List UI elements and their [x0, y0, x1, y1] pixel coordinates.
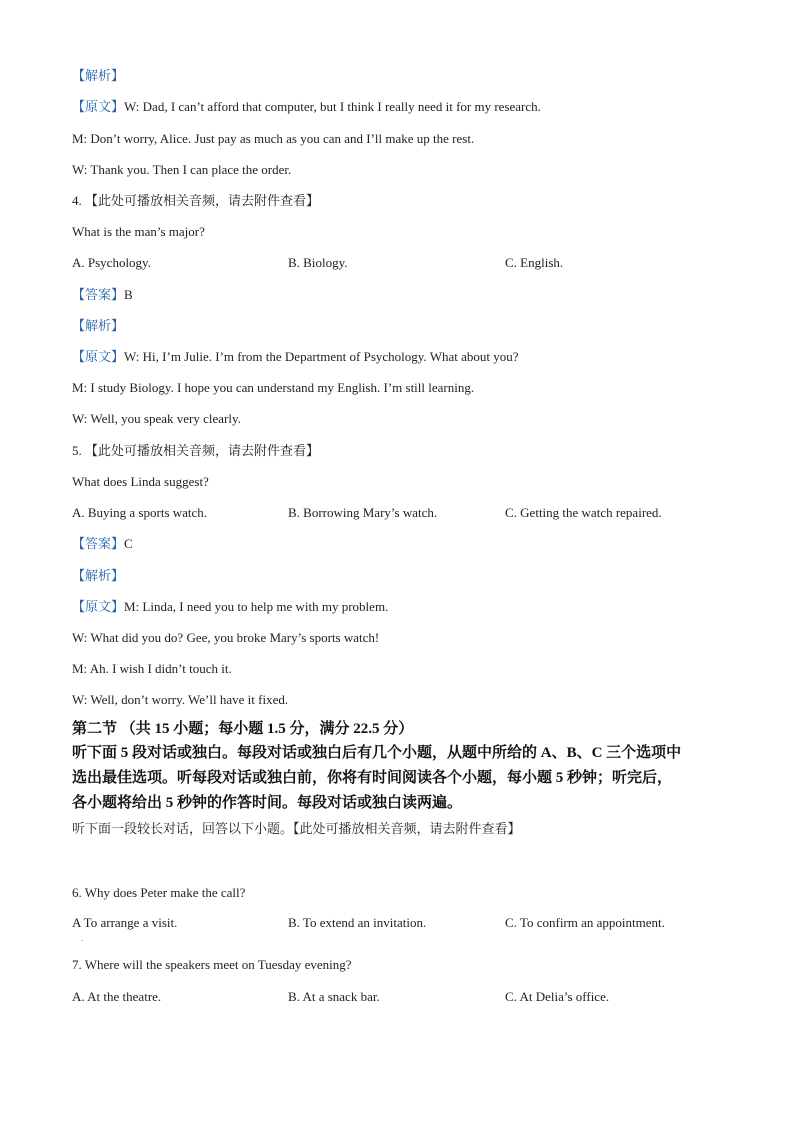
- long-dialogue-audio: 听下面一段较长对话，回答以下小题。【此处可播放相关音频，请去附件查看】: [72, 821, 521, 836]
- q4-option-b: B. Biology.: [288, 255, 348, 270]
- transcript-text: W: Dad, I can’t afford that computer, but I think I really need it for my research.: [124, 99, 541, 114]
- transcript-text: M: Linda, I need you to help me with my problem.: [124, 599, 389, 614]
- q6-option-b: B. To extend an invitation.: [288, 915, 427, 930]
- transcript-text: W: Hi, I’m Julie. I’m from the Department of Psychology. What about you?: [124, 349, 519, 364]
- dialogue-line: W: What did you do? Gee, you broke Mary’s sports watch!: [72, 630, 380, 645]
- answer-line: [72, 535, 133, 553]
- stray-dot-mark: .: [81, 934, 83, 943]
- section-title: 第二节 （共 15 小题；每小题 1.5 分，满分 22.5 分）: [72, 721, 414, 737]
- transcript-label: 【原文】: [72, 99, 125, 114]
- section-instructions: 听下面 5 段对话或独白。每段对话或独白后有几个小题，从题中所给的 A、B、C 三个选项中: [72, 745, 682, 761]
- q4-option-c: C. English.: [505, 255, 564, 270]
- question-4-audio: 4. 【此处可播放相关音频，请去附件查看】: [72, 193, 320, 208]
- answer-value: B: [124, 287, 133, 302]
- dialogue-line: M: Don’t worry, Alice. Just pay as much as you can and I’ll make up the rest.: [72, 131, 475, 146]
- question-5-audio: 5. 【此处可播放相关音频，请去附件查看】: [72, 443, 320, 458]
- q6-option-c: C. To confirm an appointment.: [505, 915, 665, 930]
- answer-value: C: [124, 536, 133, 551]
- dialogue-line: M: I study Biology. I hope you can understand my English. I’m still learning.: [72, 380, 475, 395]
- dialogue-line: W: Well, you speak very clearly.: [72, 411, 241, 426]
- answer-line: [72, 286, 133, 304]
- q7-option-c: C. At Delia’s office.: [505, 989, 610, 1004]
- question-4-text: What is the man’s major?: [72, 224, 205, 239]
- transcript-label: 【原文】: [72, 599, 125, 614]
- analysis-label: 【解析】: [72, 568, 125, 583]
- section-instructions: 各小题将给出 5 秒钟的作答时间。每段对话或独白读两遍。: [72, 795, 463, 811]
- transcript-line: [72, 348, 519, 366]
- analysis-label: 【解析】: [72, 68, 125, 83]
- dialogue-line: M: Ah. I wish I didn’t touch it.: [72, 661, 232, 676]
- answer-label: 【答案】: [72, 287, 125, 302]
- question-6-text: 6. Why does Peter make the call?: [72, 885, 246, 900]
- q5-option-c: C. Getting the watch repaired.: [505, 505, 662, 520]
- dialogue-line: W: Thank you. Then I can place the order.: [72, 162, 292, 177]
- transcript-label: 【原文】: [72, 349, 125, 364]
- q7-option-a: A. At the theatre.: [72, 989, 162, 1004]
- transcript-line: [72, 598, 388, 616]
- question-5-text: What does Linda suggest?: [72, 474, 209, 489]
- answer-label: 【答案】: [72, 536, 125, 551]
- section-instructions: 选出最佳选项。听每段对话或独白前，你将有时间阅读各个小题，每小题 5 秒钟；听完后，: [72, 770, 673, 786]
- question-7-text: 7. Where will the speakers meet on Tuesday evening?: [72, 957, 352, 972]
- q6-option-a: A To arrange a visit.: [72, 915, 178, 930]
- q5-option-a: A. Buying a sports watch.: [72, 505, 208, 520]
- q7-option-b: B. At a snack bar.: [288, 989, 380, 1004]
- transcript-line: [72, 98, 541, 116]
- analysis-label: 【解析】: [72, 318, 125, 333]
- dialogue-line: W: Well, don’t worry. We’ll have it fixed.: [72, 692, 289, 707]
- q5-option-b: B. Borrowing Mary’s watch.: [288, 505, 438, 520]
- q4-option-a: A. Psychology.: [72, 255, 151, 270]
